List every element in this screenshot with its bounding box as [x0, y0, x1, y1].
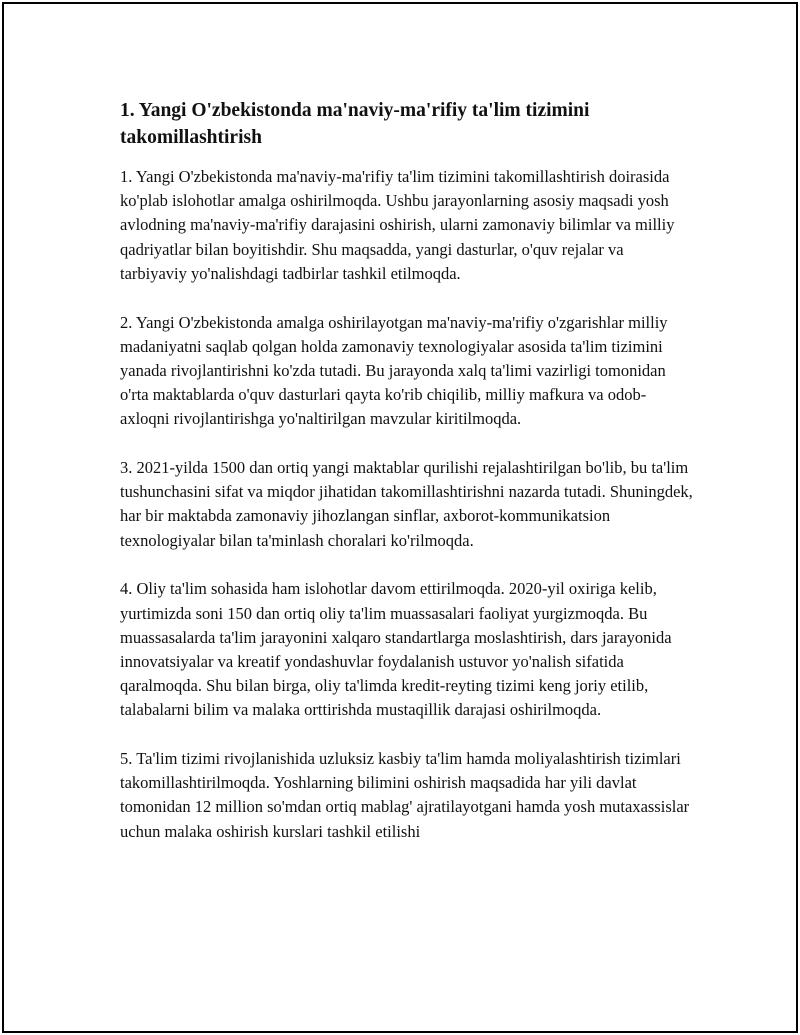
paragraph-1: 1. Yangi O'zbekistonda ma'naviy-ma'rifiy ta'lim tizimini takomillashtirish doirasida ko'plab islohotlar amalga oshirilmoqda. Ushbu jarayonlarning asosiy maqsadi yosh avlodning ma'naviy-ma'rifiy darajasini oshirish, ularni zamonaviy bilimlar va milliy qadriyatlar bilan boyitishdir. Shu maqsadda, yangi dasturlar, o'quv rejalar va tarbiyaviy yo'nalishdagi tadbirlar tashkil etilmoqda. — [120, 167, 675, 283]
paragraph-2: 2. Yangi O'zbekistonda amalga oshirilayotgan ma'naviy-ma'rifiy o'zgarishlar milliy madaniyatni saqlab qolgan holda zamonaviy texnologiyalar asosida ta'lim tizimini yanada rivojlantirishni ko'zda tutadi. Bu jarayonda xalq ta'limi vazirligi tomonidan o'rta maktablarda o'quv dasturlari qayta ko'rib chiqilib, milliy mafkura va odob-axloqni rivojlantirishga yo'naltirilgan mavzular kiritilmoqda. — [120, 312, 668, 429]
paragraph-3: 3. 2021-yilda 1500 dan ortiq yangi maktablar qurilishi rejalashtirilgan bo'lib, bu ta'lim tushunchasini sifat va miqdor jihatidan takomillashtirishni nazarda tutadi. Shuningdek, har bir maktabda zamonaviy jihozlangan sinflar, axborot-kommunikatsion texnologiyalar bilan ta'minlash choralari ko'rilmoqda. — [120, 458, 693, 550]
document-title: 1. Yangi O'zbekistonda ma'naviy-ma'rifiy ta'lim tizimini takomillashtirish — [120, 100, 590, 148]
document-page — [2, 2, 798, 1033]
paragraph-5: 5. Ta'lim tizimi rivojlanishida uzluksiz kasbiy ta'lim hamda moliyalashtirish tizimlari takomillashtirilmoqda. Yoshlarning bilimini oshirish maqsadida har yili davlat tomonidan 12 million so'mdan ortiq mablag' ajratilayotgani hamda yosh mutaxassislar uchun malaka oshirish kurslari tashkil etilishi — [120, 749, 690, 841]
document-body — [120, 97, 694, 868]
paragraph-4: 4. Oliy ta'lim sohasida ham islohotlar davom ettirilmoqda. 2020-yil oxiriga kelib, yurtimizda soni 150 dan ortiq oliy ta'lim muassasalari faoliyat yurgizmoqda. Bu muassasalarda ta'lim jarayonini xalqaro standartlarga moslashtirish, dars jarayonida innovatsiyalar va kreatif yondashuvlar foydalanish ustuvor yo'nalish sifatida qaralmoqda. Shu bilan birga, oliy ta'limda kredit-reyting tizimi keng joriy etilib, talabalarni bilim va malaka orttirishda mustaqillik darajasi oshirilmoqda. — [120, 579, 672, 720]
